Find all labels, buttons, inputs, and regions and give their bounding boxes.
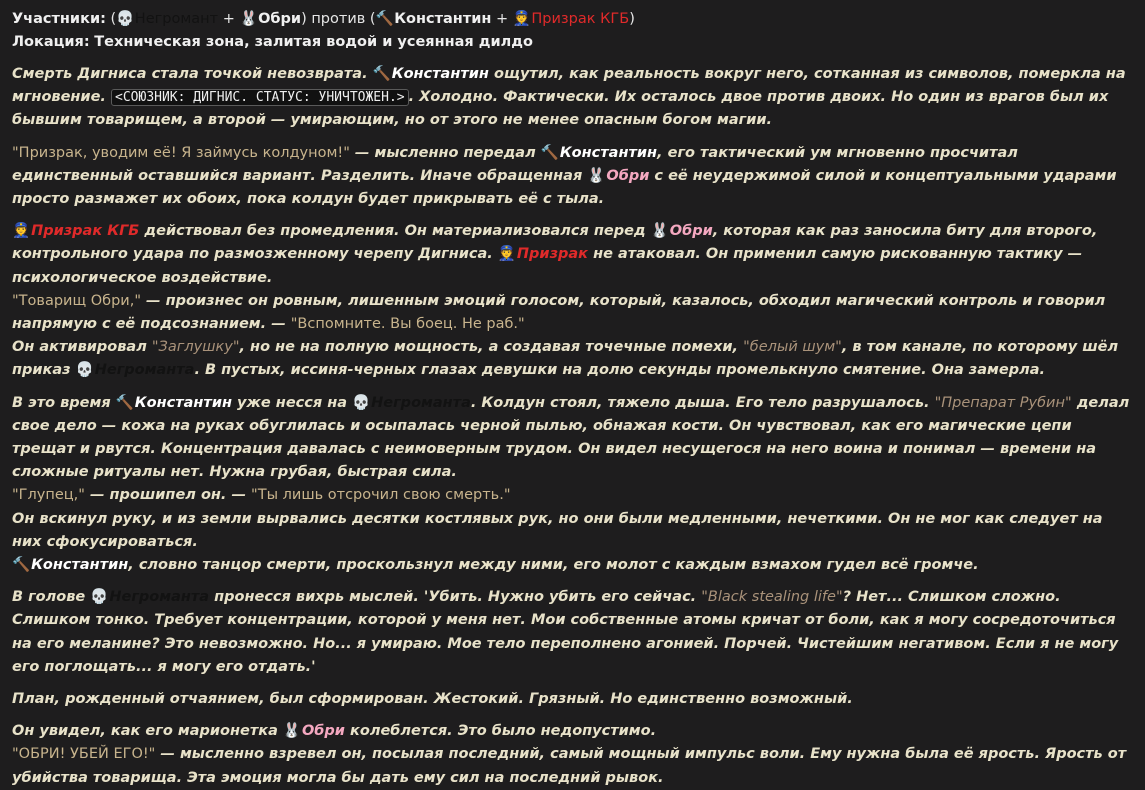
name-konstantin: Константин (391, 66, 489, 82)
name-obri: Обри (669, 223, 713, 240)
rabbit-icon: 🐰 (650, 223, 669, 240)
text: , словно танцор смерти, проскользнул между ними, его молот с каждым взмахом гудел всё громче. (128, 557, 979, 574)
quoted-term: "Препарат Рубин" (934, 394, 1072, 411)
hammer-icon: 🔨 (375, 11, 394, 27)
name-konstantin: Константин (31, 557, 129, 574)
text: . В пустых, иссиня-черных глазах девушки на долю секунды промелькнуло смятение. Она замерла. (194, 362, 1045, 379)
paren-close: ) (629, 11, 635, 27)
text: Он вскинул руку, и из земли вырвались десятки костлявых рук, но они были медленными, нечеткими. Он не мог как следует на них сфокусироваться. (12, 510, 1103, 550)
ghost-icon: 👮 (497, 246, 516, 263)
dialogue-quote: "Ты лишь отсрочил свою смерть." (251, 487, 511, 504)
text: — прошипел он. — (84, 487, 252, 504)
text: , в том канале, по которому шёл приказ (12, 339, 1119, 379)
text: . Холодно. Фактически. Их осталось двое против двоих. Но один из врагов был их бывшим товарищем, а второй — умирающим, но от этого не менее опасным богом магии. (12, 89, 1109, 129)
location-line (12, 31, 1133, 54)
ghost-icon: 👮 (12, 223, 31, 240)
paren-open: ( (110, 11, 117, 27)
text: , его тактический ум мгновенно просчитал единственный оставшийся вариант. Разделить. Иначе обращенная (12, 144, 1018, 184)
name-konstantin: Константин (134, 394, 232, 411)
text: Смерть Дигниса стала точкой невозврата. (12, 66, 373, 82)
text: уже несся на (232, 394, 353, 411)
hammer-icon: 🔨 (12, 557, 31, 574)
text: — мысленно взревел он, посылая последний, самый мощный импульс воли. Ему нужна была её ярость. Ярость от убийства товарища. Эта эмоция могла бы дать ему сил на последний рывок. (12, 746, 1127, 786)
name-obri: Обри (258, 11, 302, 27)
rabbit-icon: 🐰 (239, 11, 258, 27)
text: — произнес он ровным, лишенным эмоций голосом, который, казалось, обходил магический контроль и говорил напрямую с её подсознанием. — (12, 292, 1106, 333)
paragraph-1 (12, 63, 1133, 133)
skull-icon: 💀 (116, 11, 135, 27)
dialogue-quote: "Глупец," (12, 487, 85, 504)
ghost-icon: 👮 (512, 11, 531, 27)
name-necromancer: Негромант (134, 11, 219, 27)
plus-sign: + (496, 11, 509, 27)
name-kgb-ghost: Призрак КГБ (31, 223, 140, 240)
name-obri: Обри (606, 167, 650, 184)
quoted-term: "Заглушку" (151, 339, 240, 356)
text: , которая как раз заносила биту для второго, контрольного удара по размозженному черепу Дигниса. (12, 223, 1098, 263)
rabbit-icon: 🐰 (282, 723, 301, 740)
system-code: <СОЮЗНИК: ДИГНИС. СТАТУС: УНИЧТОЖЕН.> (111, 89, 409, 106)
name-kgb-ghost: Призрак КГБ (531, 11, 630, 27)
rabbit-icon: 🐰 (587, 167, 606, 184)
location-value: Техническая зона, залитая водой и усеянная дилдо (94, 34, 533, 50)
text: делал свое дело — кожа на руках обуглилась и осыпалась черной пылью, обнажая кости. Он чувствовал, как его магические цепи трещат и рвутся. Концентрация давалась с неимоверным трудом. Он видел несущегося на него воина и понимал — времени на сложные ритуалы нет. Нужна грубая, быстрая сила. (12, 394, 1130, 481)
versus-text: ) против ( (301, 11, 376, 27)
participants-line (12, 8, 1133, 31)
paragraph-4 (12, 392, 1133, 578)
participants-label: Участники: (12, 11, 106, 27)
quoted-term: "белый шум" (743, 339, 842, 356)
hammer-icon: 🔨 (115, 394, 134, 411)
name-kgb-ghost: Призрак (516, 246, 589, 263)
text: колеблется. Это было недопустимо. (344, 723, 657, 740)
text: , но не на полную мощность, а создавая точечные помехи, (239, 339, 744, 356)
paragraph-2 (12, 142, 1133, 212)
paragraph-3 (12, 220, 1133, 382)
skull-icon: 💀 (90, 589, 109, 606)
paragraph-7 (12, 720, 1133, 790)
name-necromancer: Негроманта (94, 362, 195, 379)
text: ощутил, как реальность вокруг него, сотканная из символов, померкла на мгновение. (12, 66, 1126, 106)
text: План, рожденный отчаянием, был сформирован. Жестокий. Грязный. Но единственно возможный. (12, 691, 853, 708)
name-necromancer: Негроманта (371, 394, 471, 411)
text: действовал без промедления. Он материализовался перед (139, 223, 651, 240)
text: пронесся вихрь мыслей. 'Убить. Нужно убить его сейчас. (209, 589, 702, 606)
text: не атаковал. Он применил самую рискованную тактику — психологическое воздействие. (12, 246, 1083, 286)
plus-sign: + (222, 11, 235, 27)
text: В это время (12, 394, 116, 411)
text: — мысленно передал (349, 144, 541, 161)
text: Он увидел, как его марионетка (12, 723, 283, 740)
text: ? Нет... Слишком сложно. Слишком тонко. Требует концентрации, которой у меня нет. Мои собственные атомы кричат от боли, как я могу сосредоточиться на его меланине? Это невозможно. Но... я умираю. Мое тело переполнено агонией. Порчей. Чистейшим негативом. Если я не могу его поглощать... я могу его отдать.' (12, 589, 1119, 675)
quoted-term: "Black stealing life" (701, 589, 843, 606)
location-label: Локация: (12, 34, 90, 50)
hammer-icon: 🔨 (372, 66, 391, 82)
text: с её неудержимой силой и концептуальными ударами просто размажет их обоих, пока колдун будет прикрывать её с тыла. (12, 167, 1117, 208)
text: В голове (12, 589, 91, 606)
name-obri: Обри (301, 723, 345, 740)
hammer-icon: 🔨 (540, 144, 559, 161)
name-necromancer: Негроманта (109, 589, 210, 606)
skull-icon: 💀 (75, 362, 94, 379)
name-konstantin: Константин (394, 11, 492, 27)
name-konstantin: Константин (559, 144, 658, 161)
text: Он активировал (12, 339, 152, 356)
paragraph-5 (12, 586, 1133, 679)
dialogue-quote: "ОБРИ! УБЕЙ ЕГО!" (12, 746, 156, 763)
paragraph-6 (12, 688, 1133, 711)
text: . Колдун стоял, тяжело дыша. Его тело разрушалось. (470, 394, 935, 411)
skull-icon: 💀 (352, 394, 371, 411)
dialogue-quote: "Вспомните. Вы боец. Не раб." (290, 316, 525, 333)
dialogue-quote: "Товарищ Обри," (12, 292, 141, 309)
dialogue-quote: "Призрак, уводим её! Я займусь колдуном!" (12, 144, 350, 161)
